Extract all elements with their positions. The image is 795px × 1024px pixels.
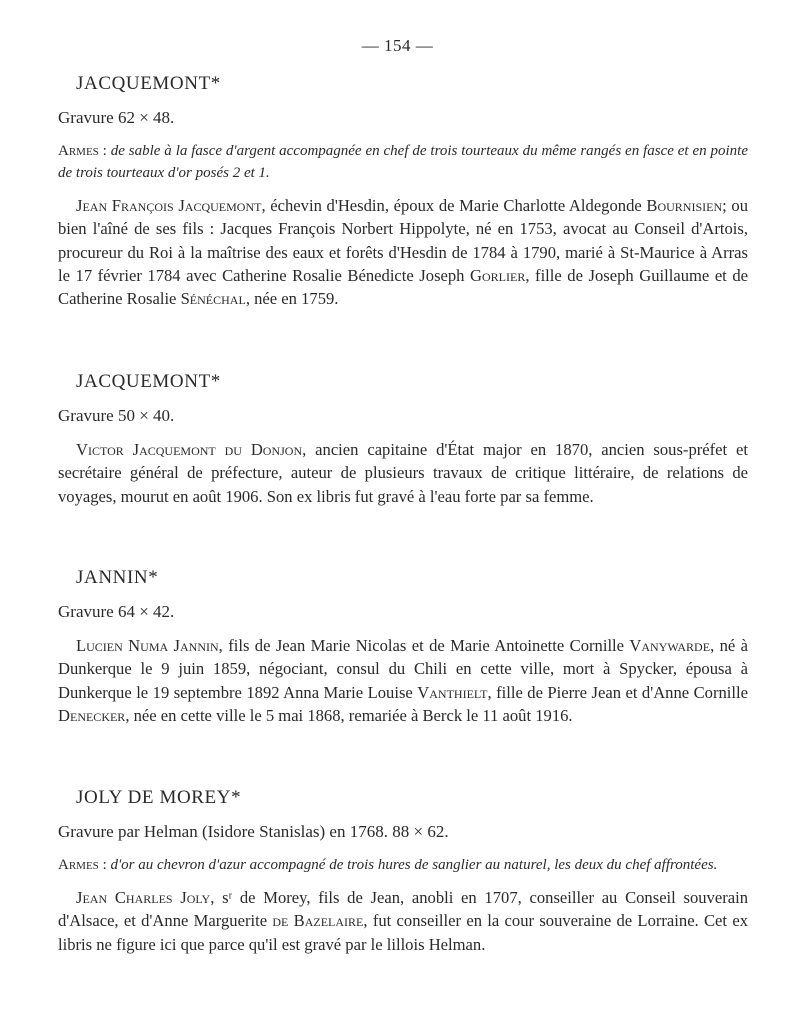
entry-body	[58, 438, 748, 508]
armes-label: Armes :	[58, 857, 107, 873]
body-text-segment: , sʳ de Morey, fils de Jean, anobli en 1707, conseiller au Conseil souverain d'Alsace, et d'Anne Marguerite	[58, 888, 748, 931]
person-name: Gorlier	[470, 265, 526, 285]
entry-gravure: Gravure 50 × 40.	[58, 406, 175, 425]
entry-body	[58, 886, 748, 956]
entry-heading: JOLY DE MOREY*	[76, 787, 242, 808]
person-name: Denecker	[58, 705, 126, 725]
person-name: Sénéchal	[180, 289, 246, 309]
armes-description: de sable à la fasce d'argent accompagnée en chef de trois tourteaux du même rangés en fasce et en pointe de trois tourteaux d'or posés 2 et 1.	[58, 143, 749, 181]
armes-description: d'or au chevron d'azur accompagné de trois hures de sanglier au naturel, les deux du chef affrontées.	[110, 857, 718, 873]
person-name: Lucien Numa Jannin	[76, 636, 219, 655]
person-name: Jean Charles Joly	[76, 888, 211, 907]
entry-gravure: Gravure 64 × 42.	[58, 602, 175, 621]
body-text-segment: , ancien capitaine d'État major en 1870, ancien sous-préfet et secrétaire général de préfecture, auteur de plusieurs travaux de critique littéraire, de relations de voyages, mourut en août 1906. Son ex libris fut gravé à l'eau forte par sa femme.	[58, 440, 748, 506]
entry-gravure: Gravure 62 × 48.	[58, 108, 175, 127]
entry-joly-de-morey	[58, 786, 748, 956]
person-name: Vanywarde	[629, 636, 711, 655]
entry-body	[58, 194, 748, 310]
entry-heading: JACQUEMONT*	[76, 371, 221, 392]
entry-heading: JANNIN*	[76, 567, 159, 588]
body-text-segment: ; ou bien l'aîné de ses fils : Jacques François Norbert Hippolyte, né en 1753, avocat au Conseil d'Artois, procureur du Roi à la maîtrise des eaux et forêts d'Hesdin de 1784 à 1790, marié à St-Maurice à Arras le 17 février 1784 avec Catherine Rosalie Bénedicte Joseph	[58, 196, 748, 285]
person-name: Vanthielt	[417, 682, 488, 702]
person-name: Victor Jacquemont du Donjon	[76, 440, 303, 459]
body-text-segment: , née en 1759.	[245, 289, 339, 309]
body-text-segment: , échevin d'Hesdin, époux de Marie Charlotte Aldegonde	[261, 196, 647, 215]
page-number: — 154 —	[361, 36, 434, 55]
entry-jacquemont-2	[58, 370, 748, 508]
person-name: Jean François Jacquemont	[76, 196, 262, 215]
entry-heading: JACQUEMONT*	[76, 73, 221, 94]
body-text-segment: , né à Dunkerque le 9 juin 1859, négociant, consul du Chili en cette ville, mort à Spycker, épousa à Dunkerque le 19 septembre 1892 Anna Marie Louise	[58, 636, 748, 702]
entry-armes	[58, 140, 748, 184]
body-text-segment: , fille de Joseph Guillaume et de Catherine Rosalie	[58, 265, 748, 309]
person-name: de Bazelaire	[272, 911, 364, 931]
entry-body	[58, 634, 748, 727]
armes-label: Armes :	[58, 143, 107, 159]
person-name: Bournisien	[646, 196, 723, 215]
entry-jacquemont-1	[58, 72, 748, 310]
entry-gravure: Gravure par Helman (Isidore Stanislas) en 1768. 88 × 62.	[58, 822, 449, 841]
entry-jannin	[58, 566, 748, 727]
body-text-segment: , fut conseiller en la cour souveraine de Lorraine. Cet ex libris ne figure ici que parce qu'il est gravé par le lillois Helman.	[58, 911, 748, 954]
body-text-segment: , fille de Pierre Jean et d'Anne Cornille	[487, 682, 749, 702]
entry-armes	[58, 854, 748, 876]
body-text-segment: , fils de Jean Marie Nicolas et de Marie Antoinette Cornille	[218, 636, 630, 655]
body-text-segment: , née en cette ville le 5 mai 1868, remariée à Berck le 11 août 1916.	[125, 705, 573, 725]
